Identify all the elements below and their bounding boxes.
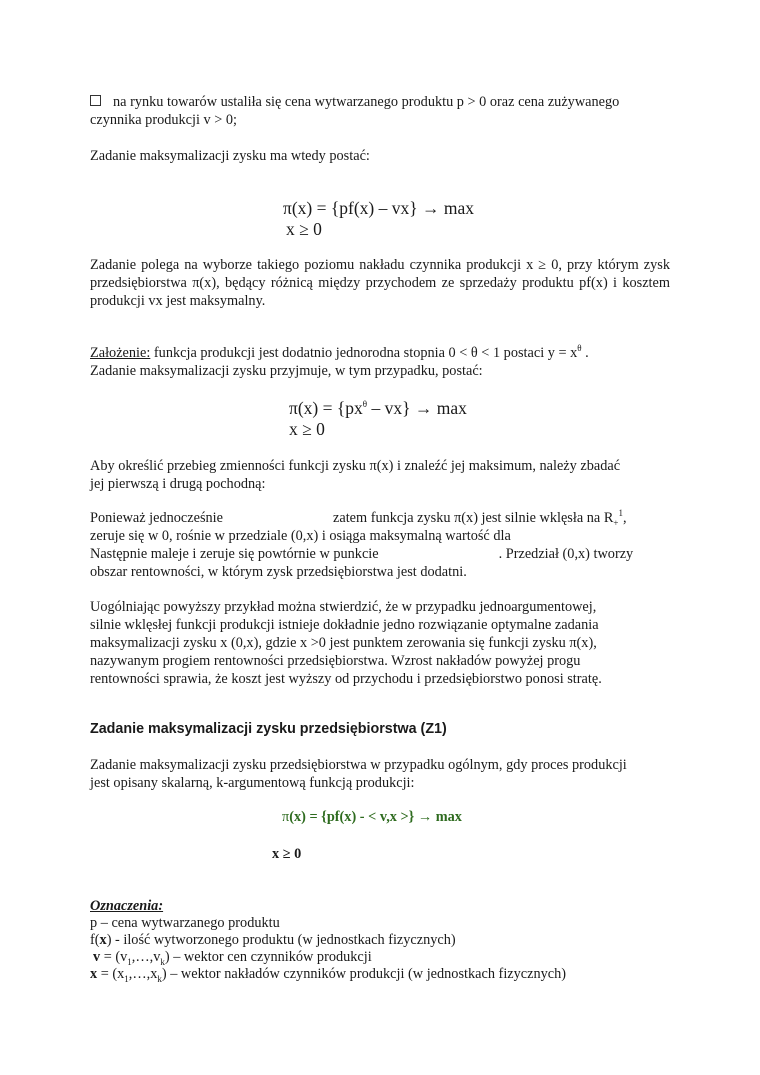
paragraph-generalization-1: Uogólniając powyższy przykład można stwierdzić, że w przypadku jednoargumentowej,	[90, 599, 597, 615]
assumption-line-2: Zadanie maksymalizacji zysku przyjmuje, w tym przypadku, postać:	[90, 363, 483, 379]
notation-3b: = (v	[100, 949, 128, 965]
paragraph-concavity-4: obszar rentowności, w którym zysk przedsiębiorstwa jest dodatni.	[90, 564, 467, 580]
paragraph-generalization-3: maksymalizacji zysku x (0,x), gdzie x >0 jest punktem zerowania się funkcji zysku π(x),	[90, 635, 597, 651]
paragraph-derivatives-1: Aby określić przebieg zmienności funkcji zysku π(x) i znaleźć jej maksimum, należy zbadać	[90, 458, 621, 474]
notation-3s1: 1	[127, 956, 132, 967]
formula-2-sup: θ	[362, 399, 368, 410]
formula-2-part2: – vx} → max	[367, 398, 467, 418]
paragraph-concavity-2: zeruje się w 0, rośnie w przedziale (0,x) i osiąga maksymalną wartość dla	[90, 528, 511, 544]
notation-line-4	[90, 965, 566, 983]
notation-2b: x	[99, 932, 107, 948]
paragraph-generalization-5: rentowności sprawia, że koszt jest wyższy od przychodu i przedsiębiorstwo ponosi stratę.	[90, 671, 602, 687]
notation-4d: ) – wektor nakładów czynników produkcji (w jednostkach fizycznych)	[161, 966, 567, 982]
notation-title: Oznaczenia:	[90, 898, 164, 914]
bullet-line-1: na rynku towarów ustaliła się cena wytwarzanego produktu p > 0 oraz cena zużywanego	[90, 93, 619, 111]
notation-line-1: p – cena wytwarzanego produktu	[90, 915, 280, 931]
assumption-end: .	[581, 345, 589, 361]
paragraph-concavity-1	[90, 509, 627, 527]
notation-line-3	[93, 948, 372, 966]
concavity-1c: ,	[622, 510, 627, 526]
formula-2-part1: π(x) = {px	[289, 398, 363, 418]
formula-1-objective: π(x) = {pf(x) – vx} → max	[283, 198, 475, 218]
concavity-3b: . Przedział (0,x) tworzy	[498, 546, 634, 562]
assumption-line	[90, 344, 670, 362]
formula-3-text: (x) = {pf(x) - < v,x >} → max	[289, 809, 462, 825]
concavity-1a: Ponieważ jednocześnie	[90, 510, 223, 526]
intro-text: Zadanie maksymalizacji zysku ma wtedy postać:	[90, 148, 370, 164]
formula-3-pi: π	[282, 809, 290, 825]
concavity-sub: +	[613, 517, 619, 528]
paragraph-derivatives-2: jej pierwszą i drugą pochodną:	[90, 476, 266, 492]
paragraph-general-2: jest opisany skalarną, k-argumentową funkcją produkcji:	[90, 775, 415, 791]
notation-3a: v	[93, 949, 101, 965]
paragraph-generalization-2: silnie wklęsłej funkcji produkcji istnieje dokładnie jedno rozwiązanie optymalne zadania	[90, 617, 599, 633]
notation-3s2: k	[160, 956, 165, 967]
notation-2a: f(	[90, 932, 100, 948]
notation-2c: ) - ilość wytworzonego produktu (w jednostkach fizycznych)	[106, 932, 456, 948]
notation-4s1: 1	[124, 973, 129, 984]
notation-3d: ) – wektor cen czynników produkcji	[164, 949, 372, 965]
formula-3-constraint-text: x ≥ 0	[272, 846, 302, 862]
paragraph-general-1: Zadanie maksymalizacji zysku przedsiębiorstwa w przypadku ogólnym, gdy proces produkcji	[90, 757, 627, 773]
bullet-line-2: czynnika produkcji v > 0;	[90, 112, 238, 128]
assumption-sup: θ	[577, 343, 582, 354]
notation-line-2	[90, 931, 456, 949]
notation-4b: = (x	[97, 966, 125, 982]
notation-3c: ,…,v	[131, 949, 161, 965]
checkbox-bullet-icon	[90, 95, 101, 106]
assumption-label: Założenie:	[90, 345, 151, 361]
notation-4a: x	[90, 966, 98, 982]
notation-4s2: k	[157, 973, 162, 984]
formula-2-constraint: x ≥ 0	[289, 419, 325, 439]
formula-3-objective	[282, 808, 462, 826]
concavity-3a: Następnie maleje i zeruje się powtórnie w punkcie	[90, 546, 379, 562]
paragraph-concavity-3	[90, 545, 633, 563]
formula-3-constraint	[272, 845, 301, 863]
assumption-text: funkcja produkcji jest dodatnio jednorodna stopnia 0 < θ < 1 postaci y = x	[153, 345, 578, 361]
paragraph-generalization-4: nazywanym progiem rentowności przedsiębiorstwa. Wzrost nakładów powyżej progu	[90, 653, 581, 669]
concavity-sup: 1	[618, 508, 623, 519]
section-heading: Zadanie maksymalizacji zysku przedsiębiorstwa (Z1)	[90, 721, 447, 737]
formula-1-constraint: x ≥ 0	[286, 219, 322, 239]
concavity-1b: zatem funkcja zysku π(x) jest silnie wklęsła na R	[333, 510, 614, 526]
formula-2-objective	[289, 397, 467, 419]
paragraph-problem-description: Zadanie polega na wyborze takiego poziomu nakładu czynnika produkcji x ≥ 0, przy którym zysk przedsiębiorstwa π(x), będący różnicą między przychodem ze sprzedaży produktu pf(x) i kosztem produkcji vx jest maksymalny.	[90, 257, 670, 309]
notation-4c: ,…,x	[128, 966, 158, 982]
